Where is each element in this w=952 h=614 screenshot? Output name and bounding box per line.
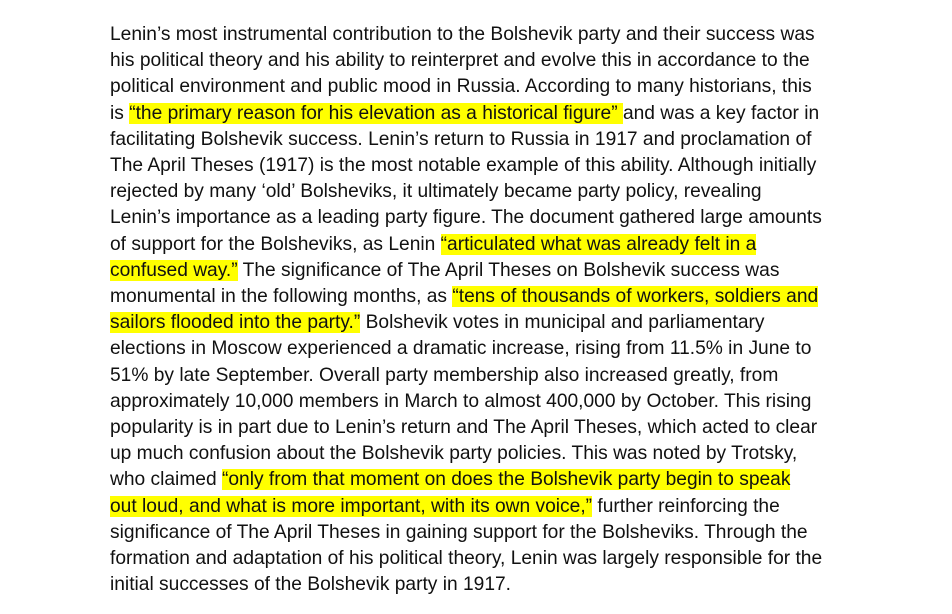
text-segment: approximately 10,000 members in March to almost 400,000 by October. This rising [110,390,812,412]
text-segment: is [110,102,130,124]
text-line [110,546,870,572]
text-line [110,101,870,127]
text-line [110,153,870,179]
highlighted-quote: “articulated what was already felt in a [440,233,757,255]
text-segment: Bolshevik votes in municipal and parliamentary [360,312,765,334]
text-line [110,520,870,546]
text-segment: elections in Moscow experienced a dramatic increase, rising from 11.5% in June to [110,338,812,360]
text-segment: Lenin’s importance as a leading party figure. The document gathered large amounts [110,207,822,229]
text-line [110,74,870,100]
text-segment: facilitating Bolshevik success. Lenin’s return to Russia in 1917 and proclamation of [110,128,812,150]
text-line [110,336,870,362]
text-segment: who claimed [110,469,222,491]
text-line [110,258,870,284]
text-line [110,494,870,520]
text-line [110,127,870,153]
text-line [110,179,870,205]
highlighted-quote: “the primary reason for his elevation as a historical figure” [129,102,623,124]
highlighted-quote: “only from that moment on does the Bolshevik party begin to speak [221,469,791,491]
text-line [110,441,870,467]
text-segment: significance of The April Theses in gaining support for the Bolsheviks. Through the [110,521,808,543]
text-line [110,310,870,336]
text-segment: formation and adaptation of his political theory, Lenin was largely responsible for the [110,548,823,570]
text-line [110,572,870,598]
text-segment: up much confusion about the Bolshevik party policies. This was noted by Trotsky, [110,443,798,465]
text-segment: political environment and public mood in Russia. According to many historians, this [110,76,812,98]
text-line [110,232,870,258]
highlighted-quote: “tens of thousands of workers, soldiers and [452,286,819,308]
text-line [110,467,870,493]
text-segment: initial successes of the Bolshevik party in 1917. [110,574,512,596]
text-segment: 51% by late September. Overall party membership also increased greatly, from [110,364,779,386]
text-segment: further reinforcing the [592,495,780,517]
text-line [110,363,870,389]
text-line [110,284,870,310]
text-line [110,415,870,441]
text-line [110,48,870,74]
text-segment: monumental in the following months, as [110,286,453,308]
text-segment: The April Theses (1917) is the most notable example of this ability. Although initially [110,155,817,177]
text-segment: rejected by many ‘old’ Bolsheviks, it ultimately became party policy, revealing [110,181,762,203]
text-line [110,22,870,48]
text-segment: The significance of The April Theses on Bolshevik success was [237,259,780,281]
text-line [110,389,870,415]
text-segment: and was a key factor in [622,102,820,124]
highlighted-quote: out loud, and what is more important, with its own voice,” [110,495,593,517]
highlighted-quote: sailors flooded into the party.” [110,312,361,334]
text-segment: Lenin’s most instrumental contribution to the Bolshevik party and their success was [110,24,815,45]
text-segment: his political theory and his ability to reinterpret and evolve this in accordance to the [110,50,810,72]
essay-paragraph [110,22,870,598]
highlighted-quote: confused way.” [110,259,238,281]
text-line [110,205,870,231]
text-segment: of support for the Bolsheviks, as Lenin [110,233,441,255]
text-segment: popularity is in part due to Lenin’s return and The April Theses, which acted to clear [110,417,818,439]
